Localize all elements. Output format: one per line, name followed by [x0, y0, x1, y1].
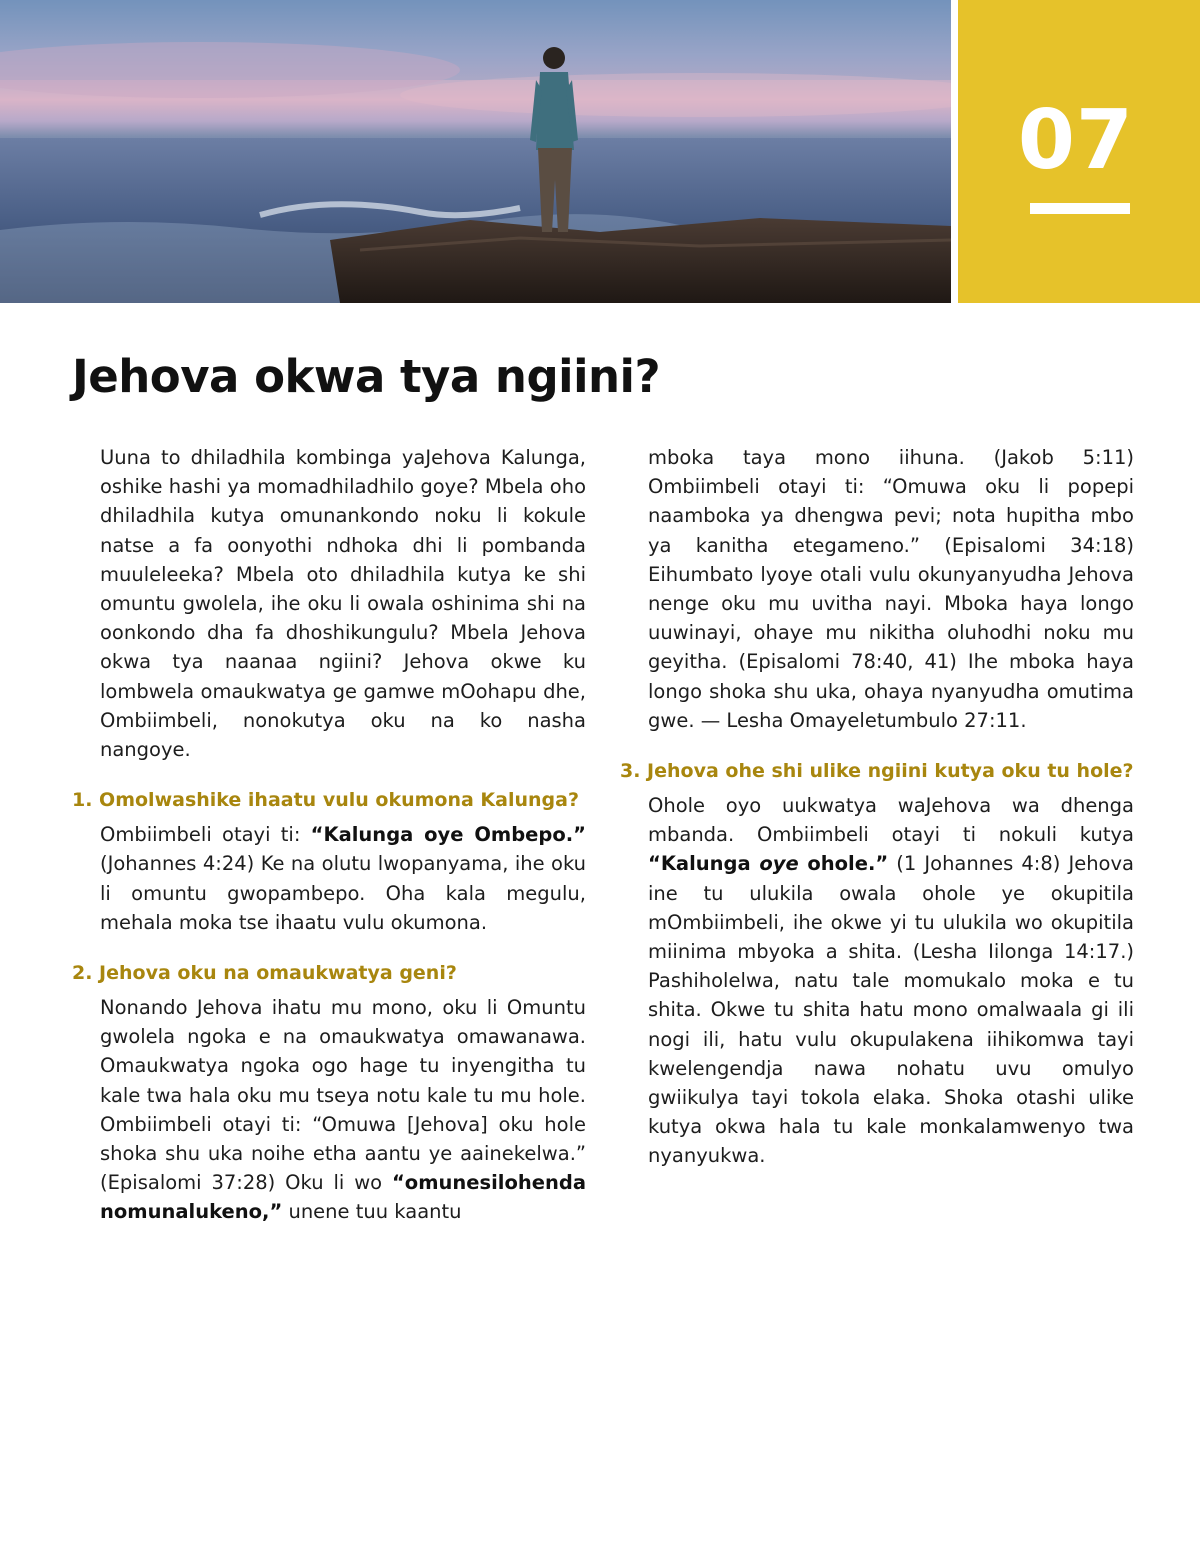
section-2-text: Nonando Jehova ihatu mu mono, oku li Omuntu gwolela ngoka e na omaukwatya omawanawa. Omaukwatya ngoka ogo hage tu inyengitha tu kale twa hala oku mu tseya notu kale tu mu hole. Ombiimbeli otayi ti: “Omuwa [Jehova] oku hole shoka shu uka noihe etha aantu ye aainekelwa.” (Episalomi 37:28) Oku li wo “omunesilohenda nomunalukeno,” unene tuu kaantu — [100, 996, 586, 1224]
section-3-text: Ohole oyo uukwatya waJehova wa dhenga mbanda. Ombiimbeli otayi ti nokuli kutya “Kalunga oye ohole.” (1 Johannes 4:8) Jehova ine tu ulukila owala ohole ye okupitila mOmbiimbeli, ihe okwe yi tu ulukila wo okupitila miinima mbyoka a shita. (Lesha Iilonga 14:17.) Pashiholelwa, natu tale momukalo moka e tu shita. Okwe tu shita hatu mono omalwaala gi ili nogi ili, hatu vulu okupulakena iihikomwa tayi kwelengendja nawa nohatu uvu omulyo gwiikulya tayi tokola elaka. Shoka otashi ulike kutya okwa hala tu kale monkalamwenyo twa nyanyukwa. — [648, 794, 1134, 1168]
section-2-continued: mboka taya mono iihuna. (Jakob 5:11) Ombiimbeli otayi ti: “Omuwa oku li popepi naamboka ya dhengwa pevi; nota hupitha mbo ya kanitha etegameno.” (Episalomi 34:18) Eihumbato lyoye otali vulu okunyanyudha Jehova nenge oku mu uvitha nayi. Mboka haya longo uuwinayi, ohaye mu nikitha oluhodhi noku mu geyitha. (Episalomi 78:40, 41) Ihe mboka haya longo shoka shu uka, ohaya nyanyudha omutima gwe. — Lesha Omayeletumbulo 27:11. — [648, 446, 1134, 732]
section-1-text: Ombiimbeli otayi ti: “Kalunga oye Ombepo.” (Johannes 4:24) Ke na olutu lwopanyama, ihe oku li omuntu gwopambepo. Oha kala megulu, mehala moka tse ihaatu vulu okumona. — [100, 823, 586, 934]
page-title: Jehova okwa tya ngiini? — [72, 350, 661, 403]
chapter-number: 07 — [1017, 93, 1134, 188]
intro-paragraph: Uuna to dhiladhila kombinga yaJehova Kalunga, oshike hashi ya momadhiladhilo goye? Mbela oho dhiladhila kutya omunankondo noku li kokule natse a fa oonyothi ndhoka dhi li pombanda muuleleeka? Mbela oto dhiladhila kutya ke shi omuntu gwolela, ihe oku li owala oshinima shi na oonkondo dha fa dhoshikungulu? Mbela Jehova okwa tya naanaa ngiini? Jehova okwe ku lombwela omaukwatya ge gamwe mOohapu dhe, Ombiimbeli, nonokutya oku na ko nasha nangoye. — [100, 446, 586, 762]
section-2-heading: 2. Jehova oku na omaukwatya geni? — [72, 962, 457, 985]
chapter-rule — [1030, 203, 1130, 214]
hero-illustration — [0, 0, 951, 303]
hero-photo — [0, 0, 951, 303]
column-right — [620, 443, 1134, 1171]
column-left — [72, 443, 586, 1227]
section-3-heading: 3. Jehova ohe shi ulike ngiini kutya oku tu hole? — [620, 760, 1134, 783]
section-1-heading: 1. Omolwashike ihaatu vulu okumona Kalunga? — [72, 789, 579, 812]
